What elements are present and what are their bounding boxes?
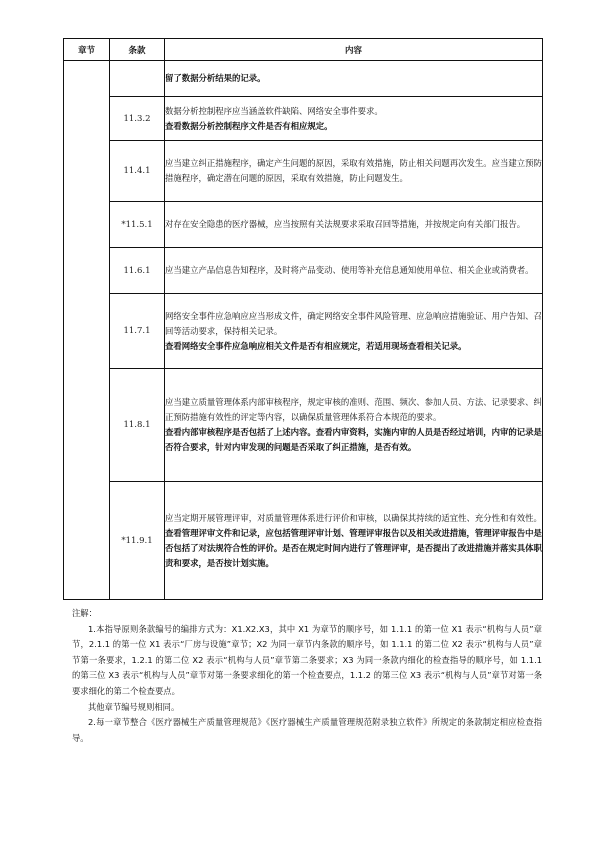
clause-number: *11.9.1 — [110, 482, 165, 600]
clause-content — [165, 202, 543, 248]
table-row — [64, 141, 543, 202]
table-header-row — [64, 39, 543, 61]
check-text: 查看管理评审文件和记录，应包括管理评审计划、管理评审报告以及相关改进措施，管理评审报告中是否包括了对法规符合性的评价。是否在规定时间内进行了管理评审，是否提出了改进措施并落实具体职责和要求，是否按计划实施。 — [165, 527, 542, 568]
inspection-table — [63, 38, 543, 600]
clause-content — [165, 482, 543, 600]
table-row — [64, 294, 543, 369]
note-paragraph: 1.本指导原则条款编号的编排方式为：X1.X2.X3，其中 X1 为章节的顺序号，如 1.1.1 的第一位 X1 表示“机构与人员”章节，2.1.1 的第一位 X1 表示“厂房与设施”章节；X2 为同一章节内条款的顺序号，如 1.1.1 的第二位 X2 表示“机构与人员”章节第一条要求，1.2.1 的第二位 X2 表示“机构与人员”章节第二条要求；X3 为同一条款内细化的检查指导的顺序号，如 1.1.1 的第三位 X3 表示“机构与人员”章节对第一条要求细化的第一个检查要点，1.1.2 的第三位 X3 表示“机构与人员”章节对第一条要求细化的第二个检查要点。 — [72, 623, 542, 696]
clause-number — [110, 61, 165, 97]
requirement-text: 应当建立纠正措施程序，确定产生问题的原因，采取有效措施，防止相关问题再次发生。应当建立预防措施程序，确定潜在问题的原因，采取有效措施，防止问题发生。 — [165, 158, 542, 183]
requirement-text: 应当建立产品信息告知程序，及时将产品变动、使用等补充信息通知使用单位、相关企业或消费者。 — [165, 265, 534, 275]
note-paragraph: 2.每一章节整合《医疗器械生产质量管理规范》《医疗器械生产质量管理规范附录独立软件》所规定的条款制定相应检查指导。 — [72, 717, 542, 743]
table-row — [64, 61, 543, 97]
clause-content — [165, 61, 543, 97]
table-row — [64, 369, 543, 482]
clause-content — [165, 248, 543, 294]
requirement-text: 应当建立质量管理体系内部审核程序，规定审核的准则、范围、频次、参加人员、方法、记录要求、纠正预防措施有效性的评定等内容，以确保质量管理体系符合本规范的要求。 — [165, 397, 542, 422]
clause-number: *11.5.1 — [110, 202, 165, 248]
requirement-text: 应当定期开展管理评审，对质量管理体系进行评价和审核，以确保其持续的适宜性、充分性和有效性。 — [165, 512, 542, 523]
table-row — [64, 97, 543, 141]
clause-number: 11.7.1 — [110, 294, 165, 369]
clause-number: 11.4.1 — [110, 141, 165, 202]
clause-number: 11.3.2 — [110, 97, 165, 141]
check-text: 查看数据分析控制程序文件是否有相应规定。 — [165, 120, 333, 131]
requirement-text: 网络安全事件应急响应应当形成文件，确定网络安全事件风险管理、应急响应措施验证、用户告知、召回等活动要求，保持相关记录。 — [165, 310, 542, 336]
notes-title: 注解： — [72, 608, 97, 618]
check-text: 查看网络安全事件应急响应相关文件是否有相应规定，若适用现场查看相关记录。 — [165, 340, 467, 351]
clause-content — [165, 141, 543, 202]
header-content: 内容 — [165, 39, 543, 61]
table-row — [64, 248, 543, 294]
notes-section — [72, 606, 542, 746]
clause-number: 11.6.1 — [110, 248, 165, 294]
clause-content — [165, 369, 543, 482]
chapter-cell — [64, 61, 110, 600]
table-row — [64, 482, 543, 600]
table-row — [64, 202, 543, 248]
check-text: 留了数据分析结果的记录。 — [165, 73, 266, 83]
header-clause: 条款 — [110, 39, 165, 61]
clause-number: 11.8.1 — [110, 369, 165, 482]
clause-content — [165, 294, 543, 369]
requirement-text: 数据分析控制程序应当涵盖软件缺陷、网络安全事件要求。 — [165, 105, 383, 116]
requirement-text: 对存在安全隐患的医疗器械，应当按照有关法规要求采取召回等措施，并按规定向有关部门报告。 — [165, 219, 526, 229]
header-chapter: 章节 — [64, 39, 110, 61]
clause-content — [165, 97, 543, 141]
note-paragraph: 其他章节编号规则相同。 — [88, 701, 180, 712]
check-text: 查看内部审核程序是否包括了上述内容。查看内审资料，实施内审的人员是否经过培训，内审的记录是否符合要求，针对内审发现的问题是否采取了纠正措施，是否有效。 — [165, 427, 542, 452]
